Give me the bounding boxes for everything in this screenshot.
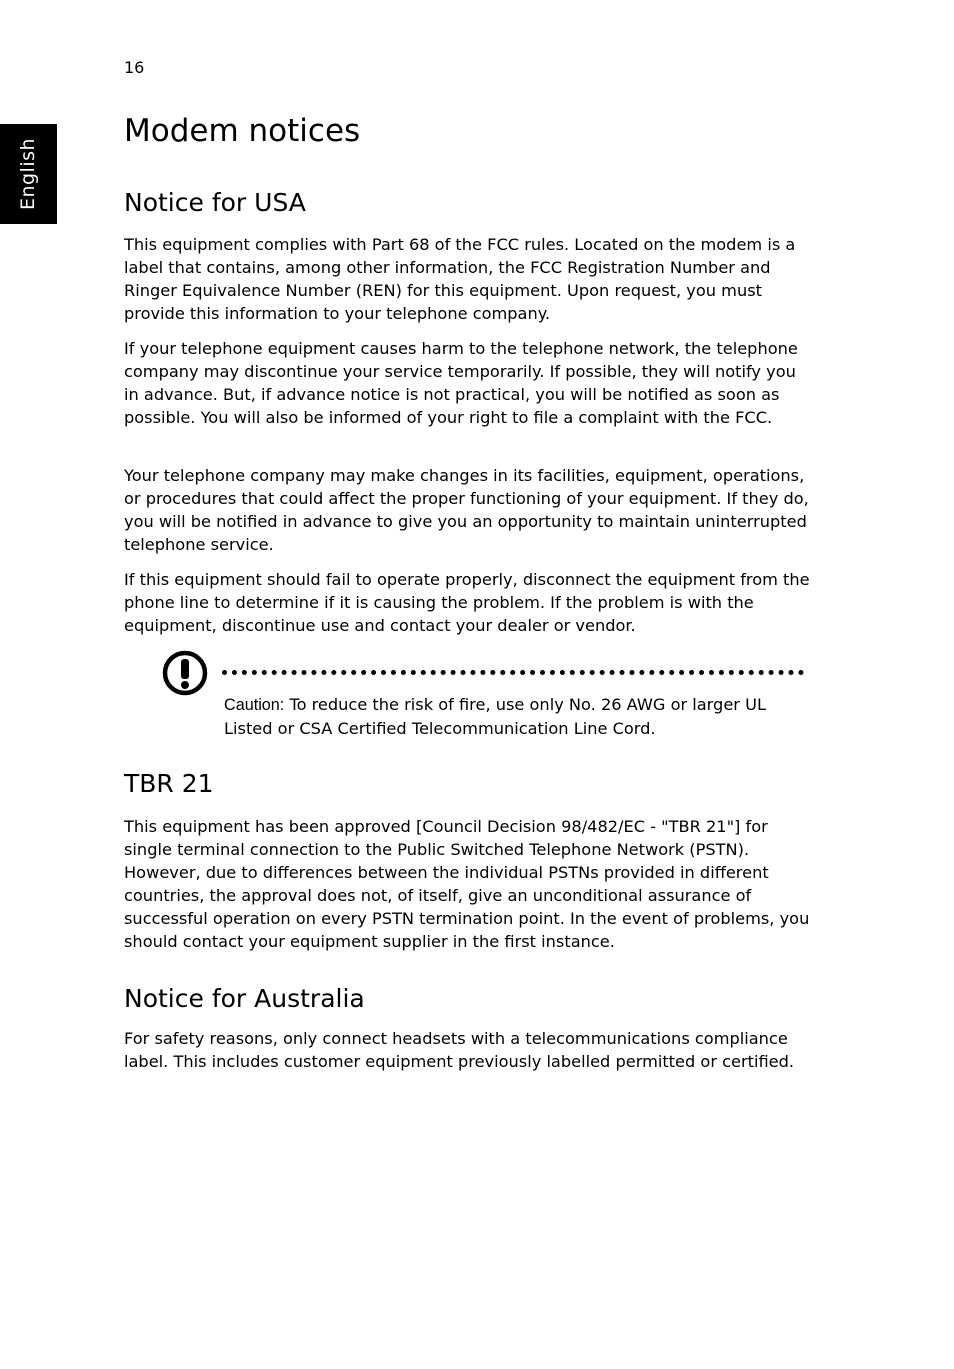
language-tab-label: English (17, 137, 39, 211)
usa-paragraph-4: If this equipment should fail to operate properly, disconnect the equipment from the phone line to determine if it is causing the problem. If the problem is with the equipment, discontinue use and contact your dealer or vendor. (124, 570, 810, 635)
caution-divider (222, 670, 804, 675)
caution-body: To reduce the risk of fire, use only No. 26 AWG or larger UL Listed or CSA Certified Telecommunication Line Cord. (224, 695, 766, 738)
caution-text (224, 693, 804, 740)
section-heading-australia: Notice for Australia (124, 984, 365, 1013)
page-title: Modem notices (124, 113, 361, 149)
caution-label: Caution: (224, 696, 285, 714)
section-heading-usa: Notice for USA (124, 188, 306, 217)
australia-paragraph-1: For safety reasons, only connect headsets with a telecommunications compliance label. This includes customer equipment previously labelled permitted or certified. (124, 1029, 795, 1071)
tbr21-paragraph-1: This equipment has been approved [Council Decision 98/482/EC - "TBR 21"] for single terminal connection to the Public Switched Telephone Network (PSTN). However, due to differences between the individual PSTNs provided in different countries, the approval does not, of itself, give an unconditional assurance of successful operation on every PSTN termination point. In the event of problems, you should contact your equipment supplier in the first instance. (124, 817, 810, 951)
caution-note (160, 648, 810, 748)
usa-paragraph-3: Your telephone company may make changes in its facilities, equipment, operations, or procedures that could affect the proper functioning of your equipment. If they do, you will be notified in advance to give you an opportunity to maintain uninterrupted telephone service. (124, 466, 809, 554)
page-number: 16 (124, 58, 145, 77)
usa-paragraph-2: If your telephone equipment causes harm to the telephone network, the telephone company may discontinue your service temporarily. If possible, they will notify you in advance. But, if advance notice is not practical, you will be notified as soon as possible. You will also be informed of your right to file a complaint with the FCC. (124, 339, 798, 427)
usa-paragraph-1: This equipment complies with Part 68 of the FCC rules. Located on the modem is a label that contains, among other information, the FCC Registration Number and Ringer Equivalence Number (REN) for this equipment. Upon request, you must provide this information to your telephone company. (124, 235, 796, 323)
section-heading-tbr21: TBR 21 (124, 769, 214, 798)
caution-exclamation-icon (160, 648, 210, 698)
